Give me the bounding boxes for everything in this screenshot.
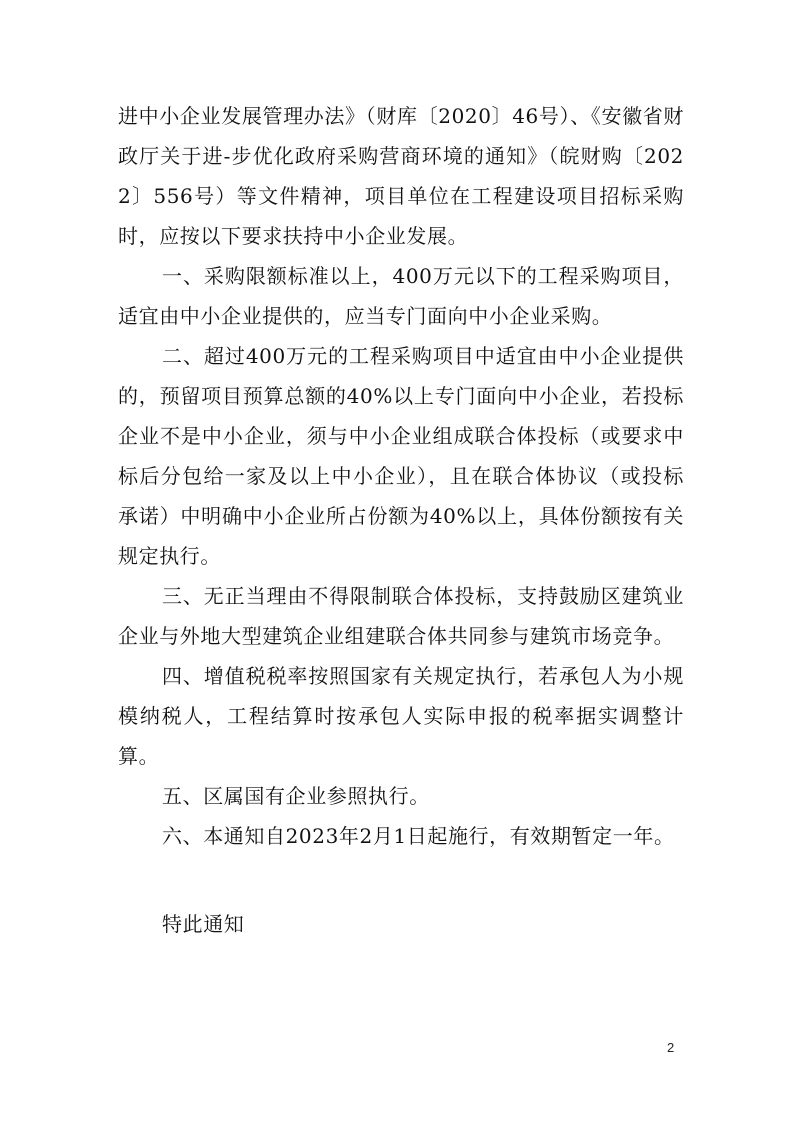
paragraph-item-5: 五、区属国有企业参照执行。: [162, 784, 430, 808]
page-number: 2: [667, 1040, 675, 1055]
paragraph-item-3: 三、无正当理由不得限制联合体投标，支持鼓励区建筑业企业与外地大型建筑企业组建联合体共同参与建筑市场竞争。: [118, 584, 684, 648]
paragraph-item-6: 六、本通知自2023年2月1日起施行，有效期暂定一年。: [162, 824, 675, 848]
closing-text: 特此通知: [162, 912, 245, 936]
paragraph-spacer: [118, 856, 684, 904]
paragraph-item-1: 一、采购限额标准以上，400万元以下的工程采购项目，适宜由中小企业提供的，应当专门面向中小企业采购。: [118, 264, 684, 328]
document-body: [118, 96, 684, 944]
paragraph-item-4: 四、增值税税率按照国家有关规定执行，若承包人为小规模纳税人，工程结算时按承包人实际申报的税率据实调整计算。: [118, 664, 684, 768]
paragraph-item-2: 二、超过400万元的工程采购项目中适宜由中小企业提供的，预留项目预算总额的40%以上专门面向中小企业，若投标企业不是中小企业，须与中小企业组成联合体投标（或要求中标后分包给一家及以上中小企业），且在联合体协议（或投标承诺）中明确中小企业所占份额为40%以上，具体份额按有关规定执行。: [118, 344, 684, 568]
paragraph-continuation: 进中小企业发展管理办法》（财库〔2020〕46号）、《安徽省财政厅关于进-步优化政府采购营商环境的通知》（皖财购〔2022〕556号）等文件精神，项目单位在工程建设项目招标采购时，应按以下要求扶持中小企业发展。: [118, 104, 684, 248]
